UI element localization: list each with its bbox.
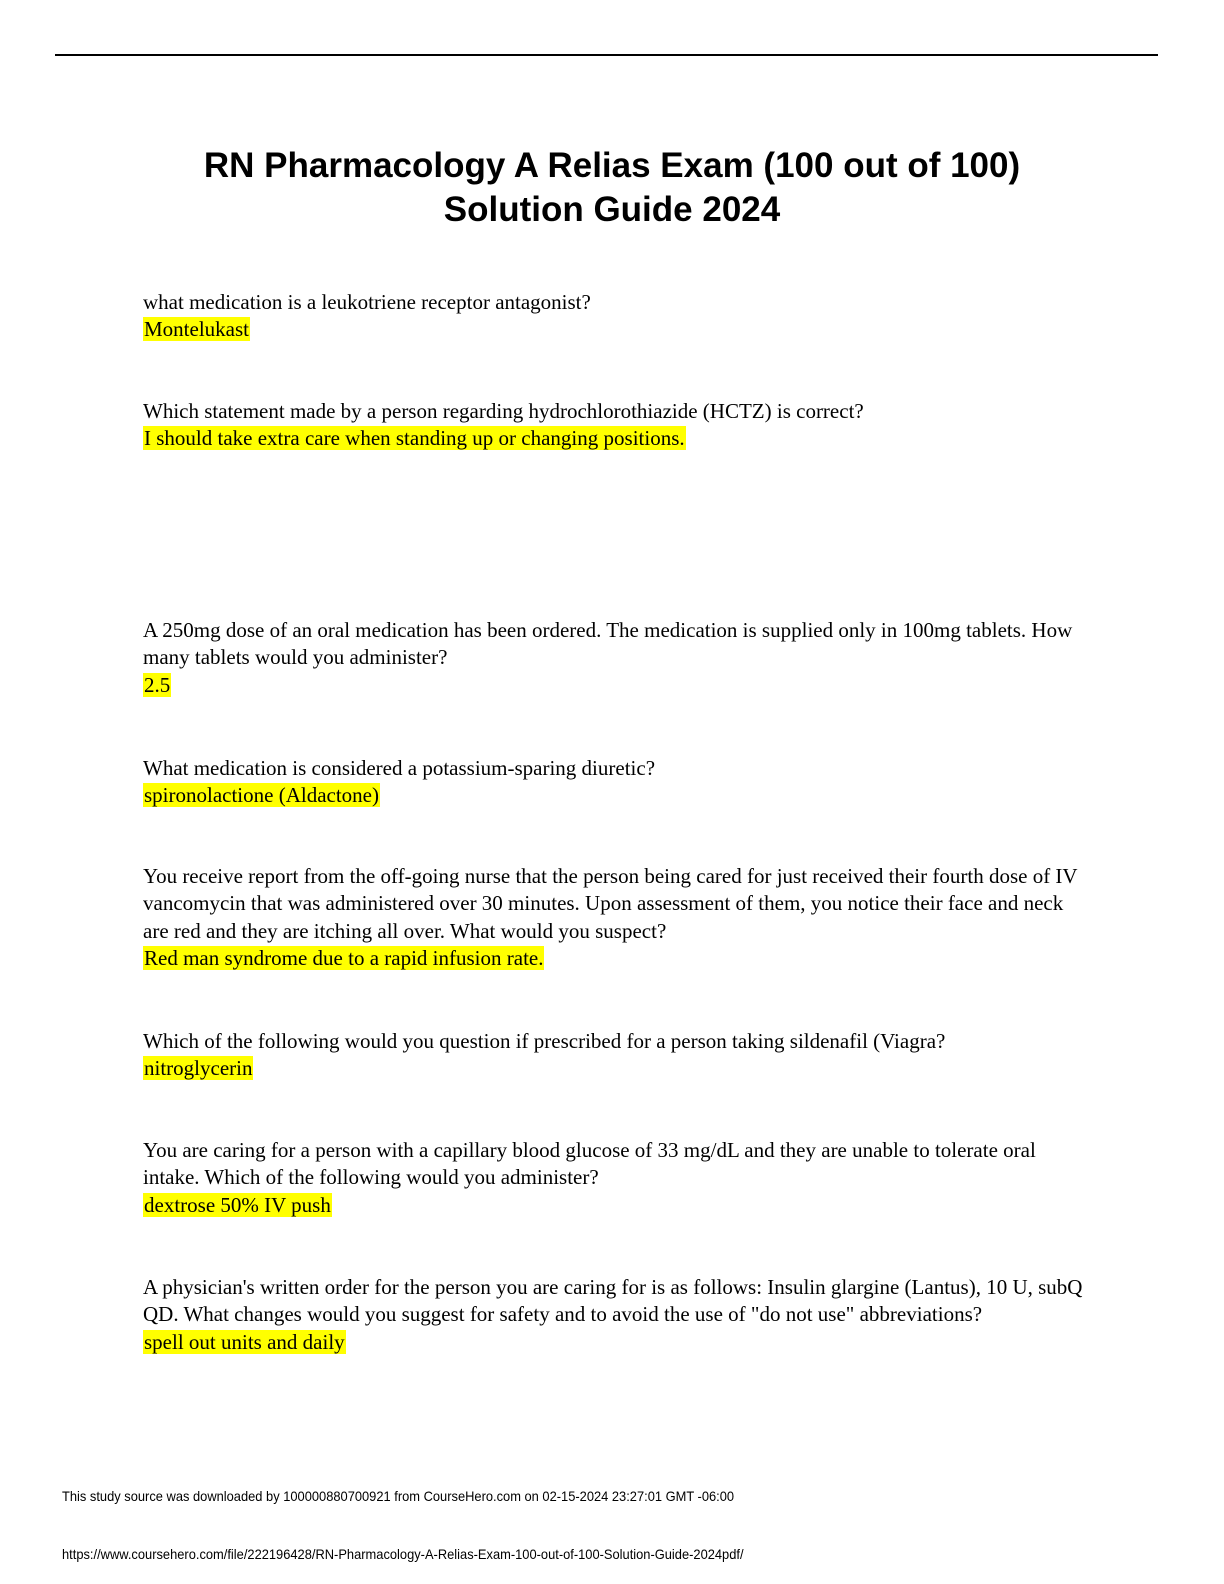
qa-item-4 <box>143 755 1083 810</box>
answer-highlight: spironolactione (Aldactone) <box>144 783 379 808</box>
question-text: A physician's written order for the person you are caring for is as follows: Insulin glargine (Lantus), 10 U, subQ QD. What changes would you suggest for safety and to avoid the use of "do not use" abbreviations? <box>143 1275 1083 1327</box>
answer-highlight: dextrose 50% IV push <box>144 1192 331 1217</box>
question-text: Which of the following would you question if prescribed for a person taking sildenafil (Viagra? <box>143 1029 946 1053</box>
source-url-link[interactable]: https://www.coursehero.com/file/222196428/RN-Pharmacology-A-Relias-Exam-100-out-of-100-Solution-Guide-2024pdf/ <box>62 1546 744 1562</box>
answer-highlight: nitroglycerin <box>144 1056 253 1081</box>
question-text: A 250mg dose of an oral medication has been ordered. The medication is supplied only in 100mg tablets. How many tablets would you administer? <box>143 618 1073 670</box>
qa-item-5 <box>143 863 1083 972</box>
qa-item-7 <box>143 1137 1083 1219</box>
header-divider <box>55 54 1158 56</box>
qa-item-2 <box>143 398 1083 453</box>
download-source-notice: This study source was downloaded by 100000880700921 from CourseHero.com on 02-15-2024 23:27:01 GMT -06:00 <box>62 1488 735 1504</box>
title-line-1: RN Pharmacology A Relias Exam (100 out of 100) <box>203 146 1021 185</box>
answer-highlight: 2.5 <box>144 672 171 697</box>
qa-item-6 <box>143 1028 1083 1083</box>
question-text: You are caring for a person with a capillary blood glucose of 33 mg/dL and they are unable to tolerate oral intake. Which of the following would you administer? <box>143 1138 1036 1190</box>
answer-highlight: I should take extra care when standing up or changing positions. <box>144 426 685 451</box>
qa-item-1 <box>143 289 1083 344</box>
question-text: Which statement made by a person regarding hydrochlorothiazide (HCTZ) is correct? <box>143 399 864 423</box>
question-text: You receive report from the off-going nurse that the person being cared for just received their fourth dose of IV vancomycin that was administered over 30 minutes. Upon assessment of them, you notice their face and neck are red and they are itching all over. What would you suspect? <box>143 864 1078 943</box>
qa-item-8 <box>143 1274 1083 1356</box>
document-title <box>120 144 1104 232</box>
answer-highlight: spell out units and daily <box>144 1329 345 1354</box>
answer-highlight: Red man syndrome due to a rapid infusion rate. <box>144 945 544 970</box>
qa-item-3 <box>143 617 1083 699</box>
question-text: what medication is a leukotriene receptor antagonist? <box>143 290 591 314</box>
question-text: What medication is considered a potassium-sparing diuretic? <box>143 756 656 780</box>
answer-highlight: Montelukast <box>144 317 249 342</box>
title-line-2: Solution Guide 2024 <box>443 190 781 229</box>
